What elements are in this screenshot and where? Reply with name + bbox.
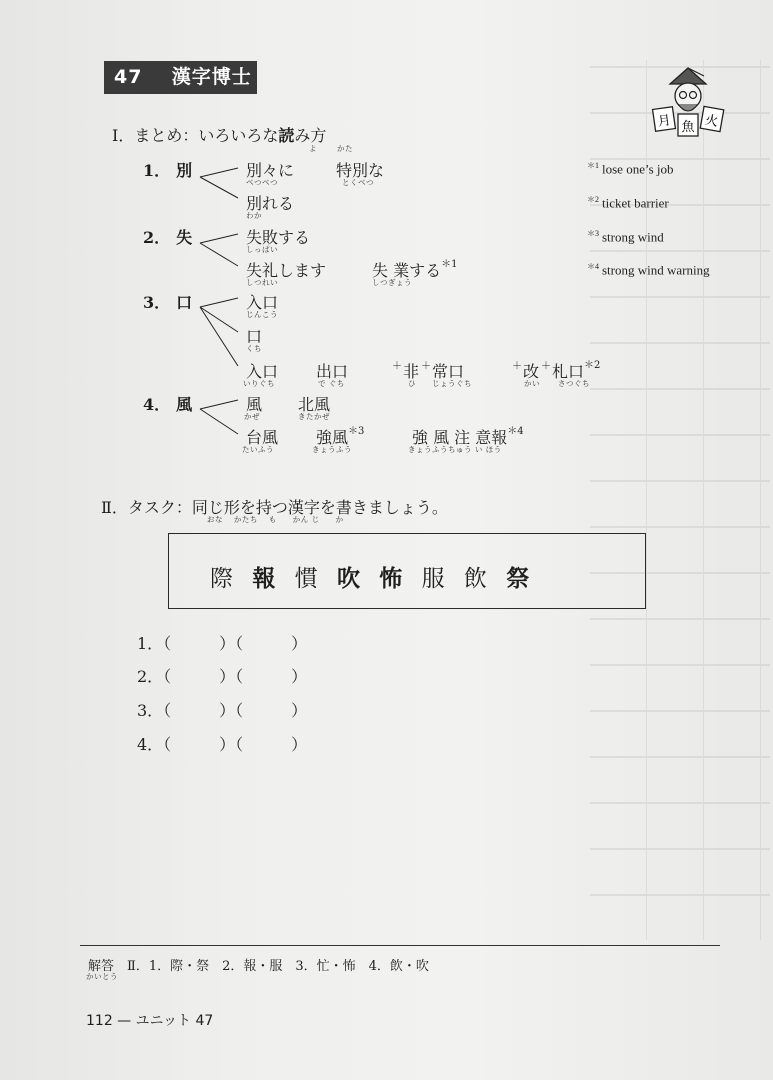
- kanji-choice-5: 怖: [379, 565, 403, 592]
- kanji-choice-4: 吹: [336, 565, 360, 592]
- word-3-3: 入口: [246, 362, 279, 381]
- word-1-1: 別々に: [246, 161, 295, 180]
- answer-divider: [80, 945, 720, 946]
- word-3-1: 入口: [246, 293, 279, 312]
- footnote-1: $^{*1}$ lose one’s job: [587, 161, 674, 177]
- group-1-label: 1． 別: [143, 161, 193, 180]
- answer-ruby: かいとう: [86, 972, 118, 981]
- word-3-4: 出口: [316, 362, 349, 381]
- answer-key: 解答 Ⅱ．1．際・祭 2．報・服 3．忙・怖 4．飲・吹: [88, 959, 429, 974]
- word-4-4: 強風$^{*3}$: [316, 426, 365, 447]
- word-3-5: ＋非 ＋常口: [392, 361, 465, 381]
- word-4-2: 北風: [298, 395, 331, 414]
- group-4-label: 4． 風: [143, 395, 193, 414]
- word-3-6: ＋改 ＋札口$^{*2}$: [512, 360, 601, 381]
- workbook-page: 47 漢字博士 月 魚 火 Ⅰ．まとめ：いろいろな読み方 よ かた $^{*1}$ lose one’s job $^{*2}$ ticket barrier $^{*3}$ strong wind $^{*4}$ strong wind warning 1． 別 別々に べつべつ 特別な とくべつ 別れる わか 2． 失 失敗する しっぱい 失礼します しつれい 失 業する$^{*1}$ しつぎょう 3． 口 入口 じんこう 口 くち 入口 いりぐち 出口 で ぐち ＋非 ＋常口 ひ じょうぐち ＋改 ＋札口$^{*2}$ かい さつぐち 4． 風 風 かぜ 北風 きたかぜ 台風 たいふう 強風$^{*3}$ きょうふう 強 風 注 意報$^{*4}$ きょうふうちゅう い ほう Ⅱ．タスク：同じ形を持つ漢字を書きましょう。 おな かたち も かん じ か 際 報 慣 吹 怖 服 飲 祭 1．（ ）（ ） 2．（ ）（ ） 3．（ ）（ ） 4．（ ）（ ） 解答 Ⅱ．1．際・祭 2．報・服 3．忙・怖 4．飲・吹 かいとう 112 — ユニット 47: [0, 0, 773, 1080]
- page-footer: 112 — ユニット 47: [86, 1013, 214, 1029]
- word-4-5: 強 風 注 意報$^{*4}$: [412, 426, 524, 447]
- task-row-4: 4．（ ）（ ）: [137, 735, 308, 754]
- word-2-2: 失礼します: [246, 261, 327, 280]
- kanji-choice-6: 服: [421, 566, 445, 592]
- word-2-3: 失 業する$^{*1}$: [372, 259, 458, 280]
- svg-text:火: 火: [703, 112, 720, 130]
- kanji-choice-2: 報: [252, 565, 276, 592]
- word-4-3: 台風: [246, 428, 279, 447]
- footnote-4: $^{*4}$ strong wind warning: [587, 262, 710, 278]
- word-1-3: 別れる: [246, 194, 295, 213]
- ruby-yo: よ: [309, 144, 317, 153]
- group-2-label: 2． 失: [143, 228, 193, 247]
- footnote-2: $^{*2}$ ticket barrier: [587, 195, 669, 211]
- word-2-1: 失敗する: [246, 228, 311, 247]
- group-connector-lines: [0, 0, 773, 480]
- section1-heading: Ⅰ．まとめ：いろいろな読み方: [112, 126, 327, 145]
- kanji-choice-8: 祭: [506, 565, 530, 592]
- svg-text:月: 月: [656, 113, 672, 130]
- ruby-kata: かた: [337, 144, 353, 153]
- section2-heading: Ⅱ．タスク：同じ形を持つ漢字を書きましょう。: [101, 498, 448, 517]
- kanji-choice-3: 慣: [294, 566, 318, 592]
- lesson-number: 47: [114, 66, 143, 88]
- kanji-choice-7: 飲: [463, 566, 487, 592]
- kanji-choice-1: 際: [210, 566, 233, 592]
- kanji-choice-row: [204, 560, 535, 593]
- svg-text:魚: 魚: [681, 120, 695, 135]
- word-3-2: 口: [246, 327, 263, 346]
- group-3-label: 3． 口: [143, 293, 193, 312]
- task-row-3: 3．（ ）（ ）: [137, 701, 308, 720]
- footnote-3: $^{*3}$ strong wind: [587, 229, 664, 245]
- lesson-title: 漢字博士: [171, 66, 252, 88]
- task-row-1: 1．（ ）（ ）: [137, 634, 308, 653]
- section2-ruby: おな かたち も かん じ か: [207, 515, 344, 524]
- task-row-2: 2．（ ）（ ）: [137, 667, 308, 686]
- word-1-2: 特別な: [336, 161, 385, 180]
- word-4-1: 風: [246, 395, 263, 414]
